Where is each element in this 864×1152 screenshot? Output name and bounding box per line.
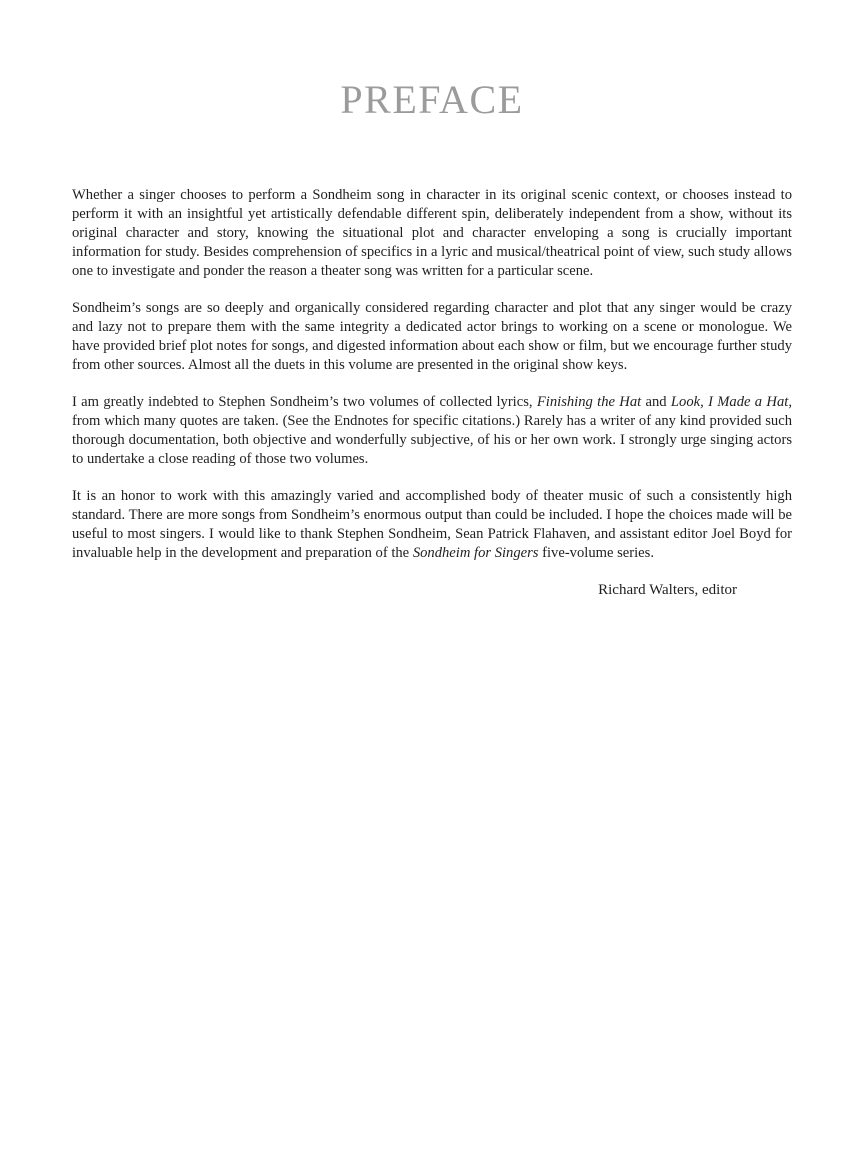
text-segment: , from which many quotes are taken. (See the Endnotes for specific citations.) Rarely has a writer of any kind provided such thorough documentation, both objective and wonderfully subjective, of his or her own work. I strongly urge singing actors to undertake a close reading of those two volumes. — [72, 394, 792, 467]
paragraph — [72, 186, 792, 281]
text-segment: I am greatly indebted to Stephen Sondheim’s two volumes of collected lyrics, — [72, 394, 537, 410]
page-title: PREFACE — [340, 77, 524, 122]
paragraph — [72, 299, 792, 375]
text-segment: five-volume series. — [538, 545, 654, 561]
editor-signature: Richard Walters, editor — [598, 582, 737, 598]
text-segment: Whether a singer chooses to perform a Sondheim song in character in its original scenic context, or chooses instead to perform it with an insightful yet artistically defendable different spin, deliberately independent from a show, without its original character and story, knowing the situational plot and character enveloping a song is crucially important information for study. Besides comprehension of specifics in a lyric and musical/theatrical point of view, such study allows one to investigate and ponder the reason a theater song was written for a particular scene. — [72, 187, 792, 279]
preface-body — [72, 186, 792, 563]
text-segment: Sondheim’s songs are so deeply and organically considered regarding character and plot that any singer would be crazy and lazy not to prepare them with the same integrity a dedicated actor brings to working on a scene or monologue. We have provided brief plot notes for songs, and digested information about each show or film, but we encourage further study from other sources. Almost all the duets in this volume are presented in the original show keys. — [72, 300, 792, 373]
italic-text-segment: Finishing the Hat — [536, 394, 642, 410]
paragraph — [72, 487, 792, 563]
text-segment: It is an honor to work with this amazingly varied and accomplished body of theater music of such a consistently high standard. There are more songs from Sondheim’s enormous output than could be included. I hope the choices made will be useful to most singers. I would like to thank Stephen Sondheim, Sean Patrick Flahaven, and assistant editor Joel Boyd for invaluable help in the development and preparation of the — [72, 488, 792, 561]
text-segment: and — [641, 394, 671, 410]
italic-text-segment: Sondheim for Singers — [412, 545, 539, 561]
paragraph — [72, 393, 792, 469]
italic-text-segment: Look, I Made a Hat — [670, 394, 789, 410]
